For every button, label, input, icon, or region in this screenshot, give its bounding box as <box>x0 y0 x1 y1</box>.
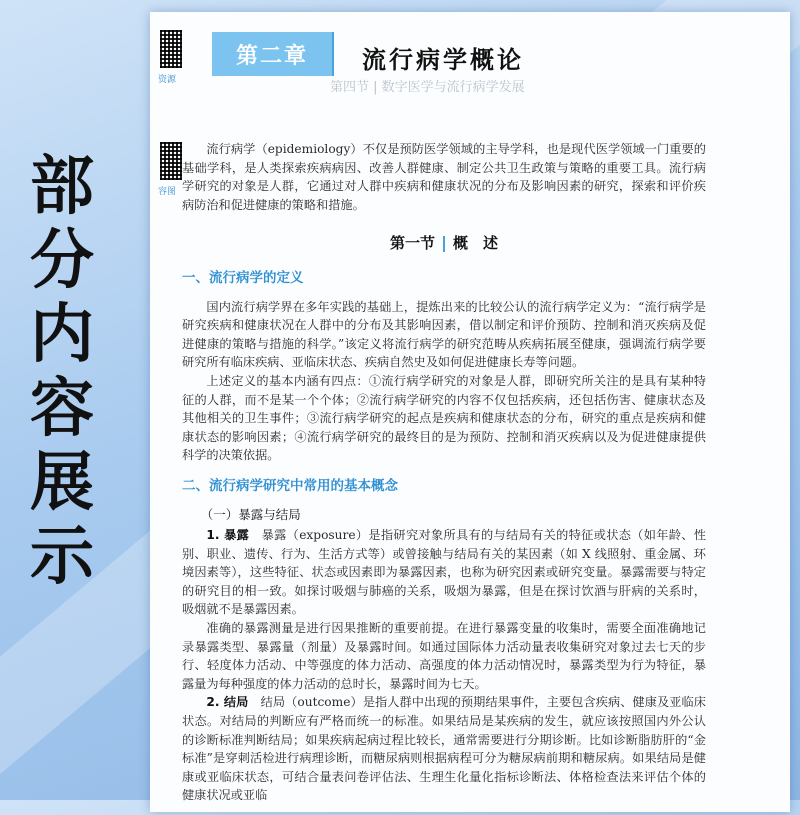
exposure-term: 1. 暴露 <box>206 528 250 543</box>
subheading-concepts: 二、流行病学研究中常用的基本概念 <box>182 477 398 494</box>
bleed-through-text: 第四节 | 数字医学与流行病学发展 <box>330 80 525 95</box>
qr-label: 资源 <box>158 75 177 85</box>
definition-points-paragraph: 上述定义的基本内涵有四点：①流行病学研究的对象是人群，即研究所关注的是具有某种特征的人群，而不是某一个个体；②流行病学研究的内容不仅包括疾病，还包括伤害、健康状态及其他相关的卫生事件；③流行病学研究的起点是疾病和健康状态的分布，研究的重点是疾病和健康状态的影响因素；④流行病学研究的最终目的是为预防、控制和消灭疾病以及为促进健康提供科学的决策依据。 <box>182 373 706 463</box>
exposure-measurement-paragraph: 准确的暴露测量是进行因果推断的重要前提。在进行暴露变量的收集时，需要全面准确地记录暴露类型、暴露量（剂量）及暴露时间。如通过国际体力活动量表收集研究对象过去七天的步行、轻度体力活动、中等强度的体力活动、高强度的体力活动情况时，暴露类型为行为特征，暴露量为每种强度的体力活动的总时长，暴露时间为七天。 <box>182 621 706 691</box>
definition-paragraph: 国内流行病学界在多年实践的基础上，提炼出来的比较公认的流行病学定义为：“流行病学是研究疾病和健康状况在人群中的分布及其影响因素，借以制定和评价预防、控制和消灭疾病及促进健康的策略与措施的科学。”该定义将流行病学的研究范畴从疾病拓展至健康，强调流行病学要研究所有临床疾病、亚临床状态、疾病自然史及如何促进健康长寿等问题。 <box>182 299 706 370</box>
exposure-text: 暴露（exposure）是指研究对象所具有的与结局有关的特征或状态（如年龄、性别、职业、遗传、行为、生活方式等）或曾接触与结局有关的某因素（如 X 线照射、重金属、环境因素等），这些特征、状态或因素即为暴露因素，也称为研究因素或研究变量。暴露需要与特定的研究目的相一致。如探讨吸烟与肺癌的关系，吸烟为暴露，但是在探讨饮酒与肝病的关系时，吸烟就不是暴露因素。 <box>182 528 707 617</box>
outcome-paragraph <box>182 693 706 805</box>
intro-paragraph: 流行病学（epidemiology）不仅是预防医学领域的主导学科，也是现代医学领域一门重要的基础学科，是人类探索疾病病因、改善人群健康、制定公共卫生政策与策略的重要工具。流行病学研究的对象是人群，它通过对人群中疾病和健康状况的分布及影响因素的研究，探索和评价疾病防治和促进健康的策略和措施。 <box>182 142 706 212</box>
side-title-char: 容 <box>30 372 94 446</box>
subheading-exposure-outcome: （一）暴露与结局 <box>200 506 301 522</box>
section-divider <box>443 236 445 252</box>
side-title-char: 展 <box>30 446 94 520</box>
chapter-divider <box>332 32 334 76</box>
subheading-definition: 一、流行病学的定义 <box>182 269 304 286</box>
outcome-term: 2. 结局 <box>206 695 249 710</box>
chapter-title: 流行病学概论 <box>362 46 524 74</box>
side-title-char: 部 <box>30 150 94 224</box>
section-number: 第一节 <box>389 234 435 253</box>
qr-label: 容图 <box>158 187 177 197</box>
exposure-paragraph <box>182 526 706 619</box>
page-content <box>182 140 706 805</box>
section-heading <box>182 234 706 253</box>
book-page <box>150 12 790 812</box>
side-title <box>22 150 102 594</box>
qr-code-icon <box>160 142 182 180</box>
side-title-char: 内 <box>30 298 94 372</box>
outcome-text: 结局（outcome）是指人群中出现的预期结果事件，主要包含疾病、健康及亚临床状态。对结局的判断应有严格而统一的标准。如果结局是某疾病的发生，就应该按照国内外公认的诊断标准判断结局；如果疾病起病过程比较长，通常需要进行分期诊断。比如诊断脂肪肝的“金标准”是穿刺活检进行病理诊断，而糖尿病则根据病程可分为糖尿病前期和糖尿病。如果结局是健康或亚临床状态，可结合量表问卷评估法、生理生化量化指标诊断法、体格检查法来评估个体的健康状况或亚临 <box>182 695 706 803</box>
section-title: 概 述 <box>453 234 499 253</box>
chapter-number: 第二章 <box>212 32 332 76</box>
side-title-char: 示 <box>30 520 94 594</box>
side-title-char: 分 <box>30 224 94 298</box>
qr-code-icon <box>160 30 182 68</box>
